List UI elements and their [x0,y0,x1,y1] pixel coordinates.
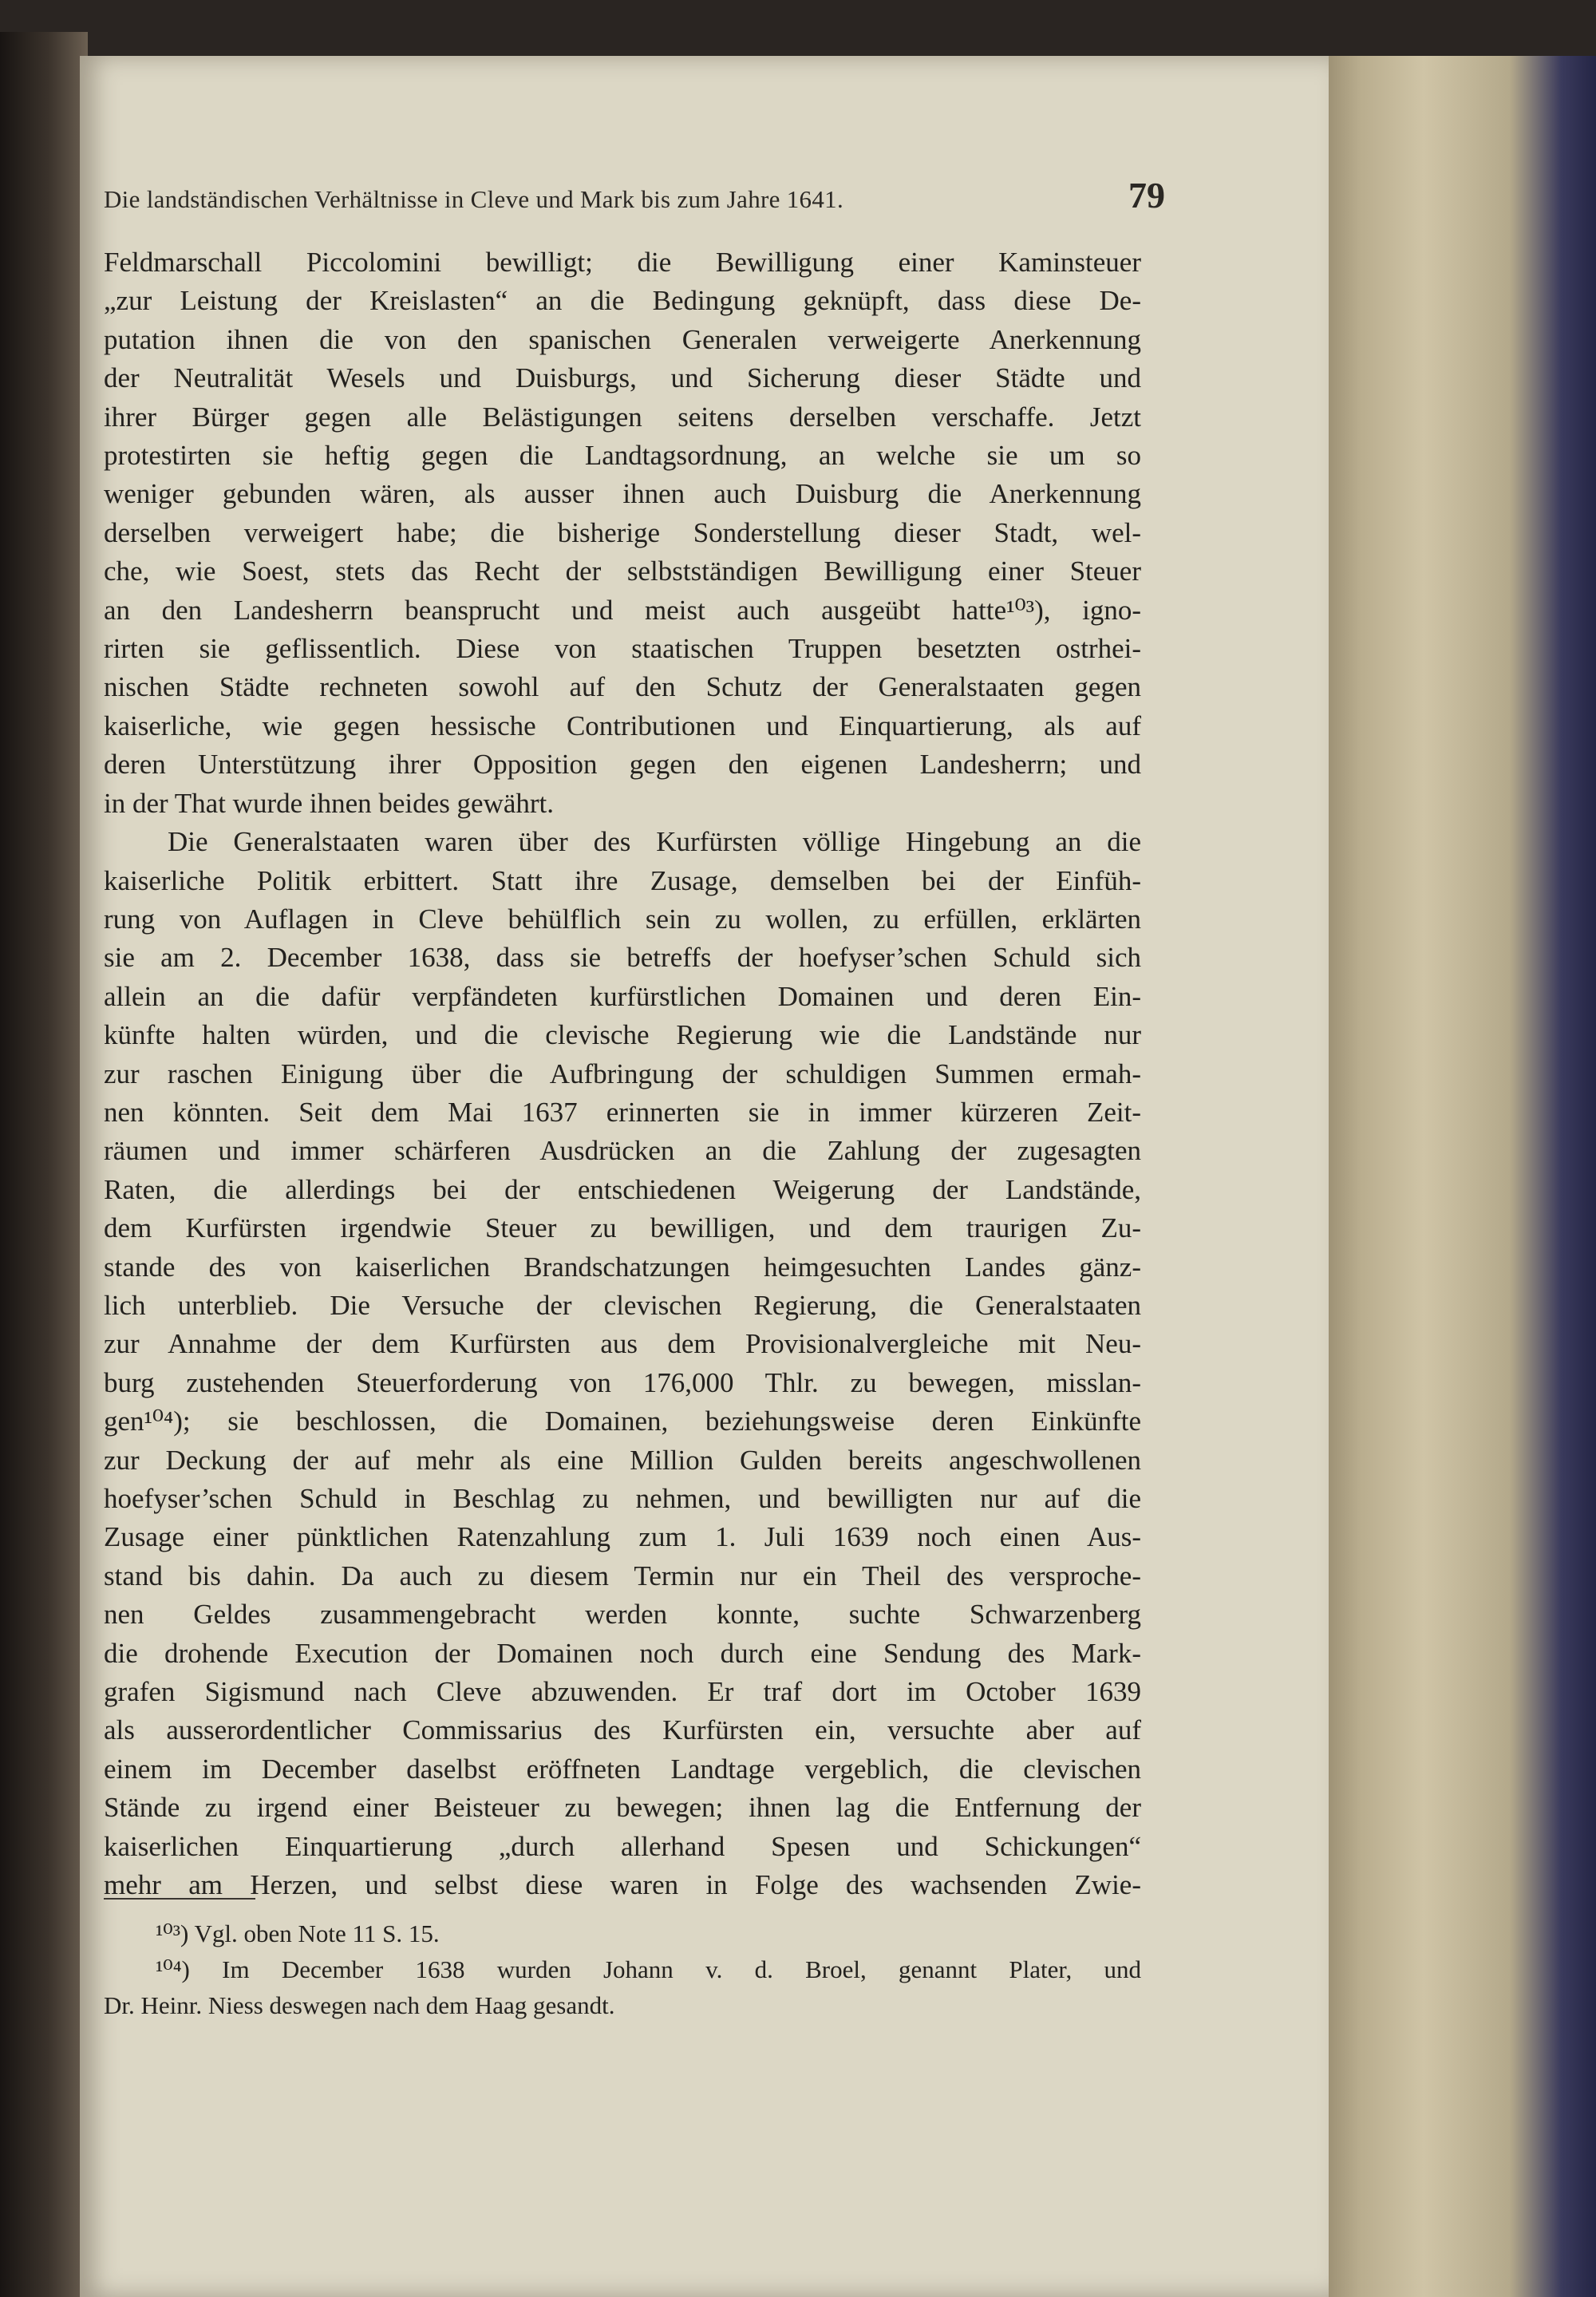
text-line: „zur Leistung der Kreislasten“ an die Bedingung geknüpft, dass diese De- [104,285,1141,317]
text-line: mehr am Herzen, und selbst diese waren in Folge des wachsenden Zwie- [104,1869,1141,1901]
book-left-page-edge [0,32,88,2297]
text-line: sie am 2. December 1638, dass sie betreffs der hoefyser’schen Schuld sich [104,942,1141,974]
text-line: dem Kurfürsten irgendwie Steuer zu bewilligen, und dem traurigen Zu- [104,1212,1141,1244]
text-line: nischen Städte rechneten sowohl auf den Schutz der Generalstaaten gegen [104,671,1141,703]
text-line: derselben verweigert habe; die bisherige Sonderstellung dieser Stadt, wel- [104,516,1141,548]
text-line: Raten, die allerdings bei der entschiedenen Weigerung der Landstände, [104,1173,1141,1205]
running-title: Die landständischen Verhältnisse in Cleve und Mark bis zum Jahre 1641. [104,185,843,213]
text-line: Feldmarschall Piccolomini bewilligt; die Bewilligung einer Kaminsteuer [104,247,1141,278]
text-line: die drohende Execution der Domainen noch durch eine Sendung des Mark- [104,1637,1141,1669]
text-line: burg zustehenden Steuerforderung von 176,000 Thlr. zu bewegen, misslan- [104,1366,1141,1398]
text-line: rirten sie geflissentlich. Diese von staatischen Truppen besetzten ostrhei- [104,633,1141,665]
text-line: an den Landesherrn beansprucht und meist auch ausgeübt hatte¹⁰³), igno- [104,594,1141,626]
text-line: Zusage einer pünktlichen Ratenzahlung zum 1. Juli 1639 noch einen Aus- [104,1521,1141,1553]
text-line: stand bis dahin. Da auch zu diesem Termin nur ein Theil des versproche- [104,1560,1141,1591]
body-text [104,243,1141,1904]
text-line: putation ihnen die von den spanischen Generalen verweigerte Anerkennung [104,323,1141,355]
text-line: lich unterblieb. Die Versuche der clevischen Regierung, die Generalstaaten [104,1289,1141,1321]
footnote-rule [104,1898,255,1900]
text-line: kaiserlichen Einquartierung „durch allerhand Spesen und Schickungen“ [104,1830,1141,1862]
text-line: zur Deckung der auf mehr als eine Million Gulden bereits angeschwollenen [104,1444,1141,1476]
text-line: einem im December daselbst eröffneten Landtage vergeblich, die clevischen [104,1753,1141,1785]
text-line: allein an die dafür verpfändeten kurfürstlichen Domainen und deren Ein- [104,980,1141,1012]
text-line: stande des von kaiserlichen Brandschatzungen heimgesuchten Landes gänz- [104,1251,1141,1283]
text-line: künfte halten würden, und die clevische Regierung wie die Landstände nur [104,1019,1141,1051]
text-line: hoefyser’schen Schuld in Beschlag zu nehmen, und bewilligten nur auf die [104,1483,1141,1514]
text-line: in der That wurde ihnen beides gewährt. [104,787,555,819]
page-number: 79 [1128,175,1165,215]
text-line: gen¹⁰⁴); sie beschlossen, die Domainen, beziehungsweise deren Einkünfte [104,1405,1141,1437]
footnote-103: ¹⁰³) Vgl. oben Note 11 S. 15. [156,1919,440,1947]
text-line: zur raschen Einigung über die Aufbringung der schuldigen Summen ermah- [104,1058,1141,1089]
book-right-page-stack [1309,56,1596,2297]
text-line: Stände zu irgend einer Beisteuer zu bewegen; ihnen lag die Entfernung der [104,1792,1141,1824]
text-line: kaiserliche Politik erbittert. Statt ihre Zusage, demselben bei der Einfüh- [104,864,1141,896]
text-line: nen könnten. Seit dem Mai 1637 erinnerten sie in immer kürzeren Zeit- [104,1096,1141,1128]
text-line: grafen Sigismund nach Cleve abzuwenden. Er traf dort im October 1639 [104,1676,1141,1708]
footnotes [104,1915,1141,2023]
text-line: Die Generalstaaten waren über des Kurfürsten völlige Hingebung an die [168,826,1141,858]
text-line: ihrer Bürger gegen alle Belästigungen seitens derselben verschaffe. Jetzt [104,401,1141,433]
text-line: protestirten sie heftig gegen die Landtagsordnung, an welche sie um so [104,440,1141,472]
text-line: weniger gebunden wären, als ausser ihnen auch Duisburg die Anerkennung [104,478,1141,510]
text-line: rung von Auflagen in Cleve behülflich sein zu wollen, zu erfüllen, erklärten [104,903,1141,935]
footnote-104: ¹⁰⁴) Im December 1638 wurden Johann v. d. Broel, genannt Plater, und [156,1955,1141,1983]
text-line: deren Unterstützung ihrer Opposition gegen den eigenen Landesherrn; und [104,749,1141,781]
text-line: als ausserordentlicher Commissarius des Kurfürsten ein, versuchte aber auf [104,1714,1141,1746]
running-head [104,174,1165,216]
text-line: che, wie Soest, stets das Recht der selbstständigen Bewilligung einer Steuer [104,555,1141,587]
text-line: kaiserliche, wie gegen hessische Contributionen und Einquartierung, als auf [104,710,1141,741]
text-line: räumen und immer schärferen Ausdrücken an die Zahlung der zugesagten [104,1135,1141,1167]
text-line: zur Annahme der dem Kurfürsten aus dem Provisionalvergleiche mit Neu- [104,1328,1141,1360]
text-line: der Neutralität Wesels und Duisburgs, und Sicherung dieser Städte und [104,362,1141,394]
footnote-104-continuation: Dr. Heinr. Niess deswegen nach dem Haag gesandt. [104,1991,615,2019]
text-line: nen Geldes zusammengebracht werden konnte, suchte Schwarzenberg [104,1599,1141,1631]
